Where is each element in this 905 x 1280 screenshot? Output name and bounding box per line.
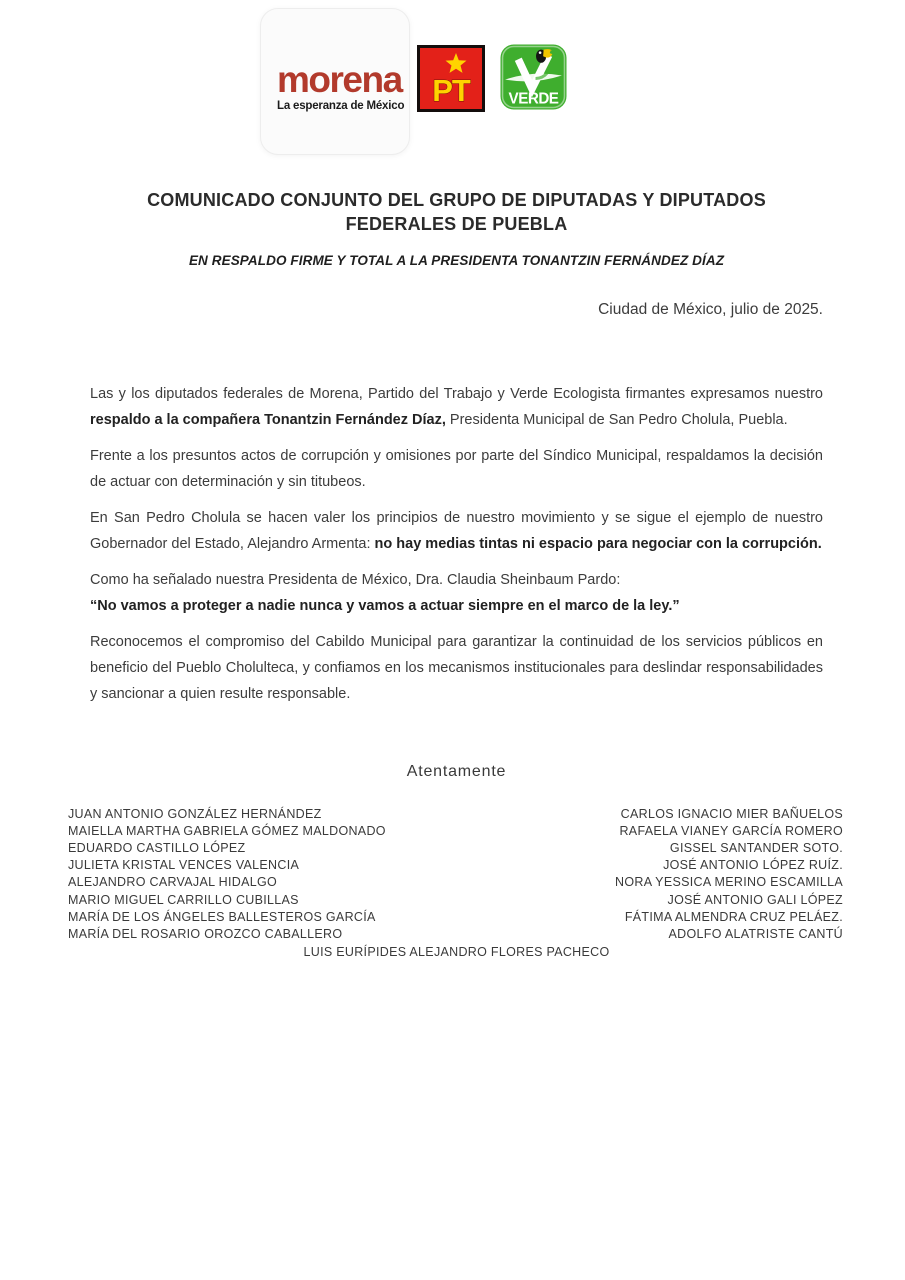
- logo-header: [0, 0, 905, 163]
- pt-party-logo-icon: [417, 45, 485, 112]
- signatory-name-left: JULIETA KRISTAL VENCES VALENCIA: [68, 858, 300, 873]
- signatory-name-left: MARIO MIGUEL CARRILLO CUBILLAS: [68, 892, 299, 907]
- morena-wordmark: morena: [277, 59, 402, 100]
- signatory-row: [68, 875, 843, 892]
- signatory-row: [68, 893, 843, 910]
- signatory-row: [68, 927, 843, 944]
- signatory-name-left: MAIELLA MARTHA GABRIELA GÓMEZ MALDONADO: [68, 823, 386, 838]
- signatory-row: [68, 858, 843, 875]
- signatory-row: [68, 807, 843, 824]
- signatory-name-right: GISSEL SANTANDER SOTO.: [669, 840, 843, 855]
- verde-party-logo-icon: [500, 44, 567, 110]
- document-subtitle: EN RESPALDO FIRME Y TOTAL A LA PRESIDENTA TONANTZIN FERNÁNDEZ DÍAZ: [188, 252, 725, 268]
- svg-text:VERDE: VERDE: [508, 90, 559, 108]
- signatory-name-right: NORA YESSICA MERINO ESCAMILLA: [615, 875, 843, 890]
- paragraph: Reconocemos el compromiso del Cabildo Municipal para garantizar la continuidad de los servicios públicos en beneficio del Pueblo Cholulteca, y confiamos en los mecanismos institucionales para deslindar responsabilidades y sancionar a quien resulte responsable.: [90, 633, 823, 702]
- morena-tagline: La esperanza de México: [277, 100, 405, 112]
- signatory-name-left: MARÍA DE LOS ÁNGELES BALLESTEROS GARCÍA: [68, 909, 376, 924]
- signatory-row: [68, 824, 843, 841]
- signatory-name-right: JOSÉ ANTONIO LÓPEZ RUÍZ.: [663, 858, 843, 873]
- signatory-name-right: FÁTIMA ALMENDRA CRUZ PELÁEZ.: [624, 909, 843, 924]
- paragraph: En San Pedro Cholula se hacen valer los principios de nuestro movimiento y se sigue el ejemplo de nuestro Gobernador del Estado, Alejandro Armenta: no hay medias tintas ni espacio para negociar con la corrupción.: [90, 509, 823, 552]
- signatory-row: [68, 841, 843, 858]
- signatories: [68, 807, 843, 945]
- document-body: [0, 188, 905, 959]
- signatory-name-left: ALEJANDRO CARVAJAL HIDALGO: [68, 875, 278, 890]
- signatory-name-right: JOSÉ ANTONIO GALI LÓPEZ: [667, 892, 843, 907]
- signatory-name-left: MARÍA DEL ROSARIO OROZCO CABALLERO: [68, 926, 343, 941]
- svg-text:PT: PT: [432, 73, 470, 108]
- morena-logo: [260, 8, 410, 155]
- paragraph: Las y los diputados federales de Morena, Partido del Trabajo y Verde Ecologista firmantes expresamos nuestro respaldo a la compañera Tonantzin Fernández Díaz, Presidenta Municipal de San Pedro Cholula, Puebla.: [90, 385, 823, 428]
- signatory-name-left: EDUARDO CASTILLO LÓPEZ: [68, 840, 246, 855]
- signatory-name-right: CARLOS IGNACIO MIER BAÑUELOS: [620, 806, 843, 821]
- signatory-center: LUIS EURÍPIDES ALEJANDRO FLORES PACHECO: [303, 944, 610, 959]
- signatory-name-left: JUAN ANTONIO GONZÁLEZ HERNÁNDEZ: [68, 806, 322, 821]
- dateline: Ciudad de México, julio de 2025.: [598, 300, 823, 318]
- body-paragraphs: [90, 381, 823, 707]
- signatory-name-right: ADOLFO ALATRISTE CANTÚ: [668, 926, 843, 941]
- document-title: COMUNICADO CONJUNTO DEL GRUPO DE DIPUTADAS Y DIPUTADOS FEDERALES DE PUEBLA: [147, 190, 766, 235]
- salutation: Atentamente: [406, 762, 507, 780]
- paragraph: Frente a los presuntos actos de corrupción y omisiones por parte del Síndico Municipal, respaldamos la decisión de actuar con determinación y sin titubeos.: [90, 447, 823, 490]
- signatory-name-right: RAFAELA VIANEY GARCÍA ROMERO: [619, 823, 843, 838]
- paragraph: Como ha señalado nuestra Presidenta de México, Dra. Claudia Sheinbaum Pardo: “No vamos a proteger a nadie nunca y vamos a actuar siempre en el marco de la ley.”: [90, 571, 680, 614]
- signatory-row: [68, 910, 843, 927]
